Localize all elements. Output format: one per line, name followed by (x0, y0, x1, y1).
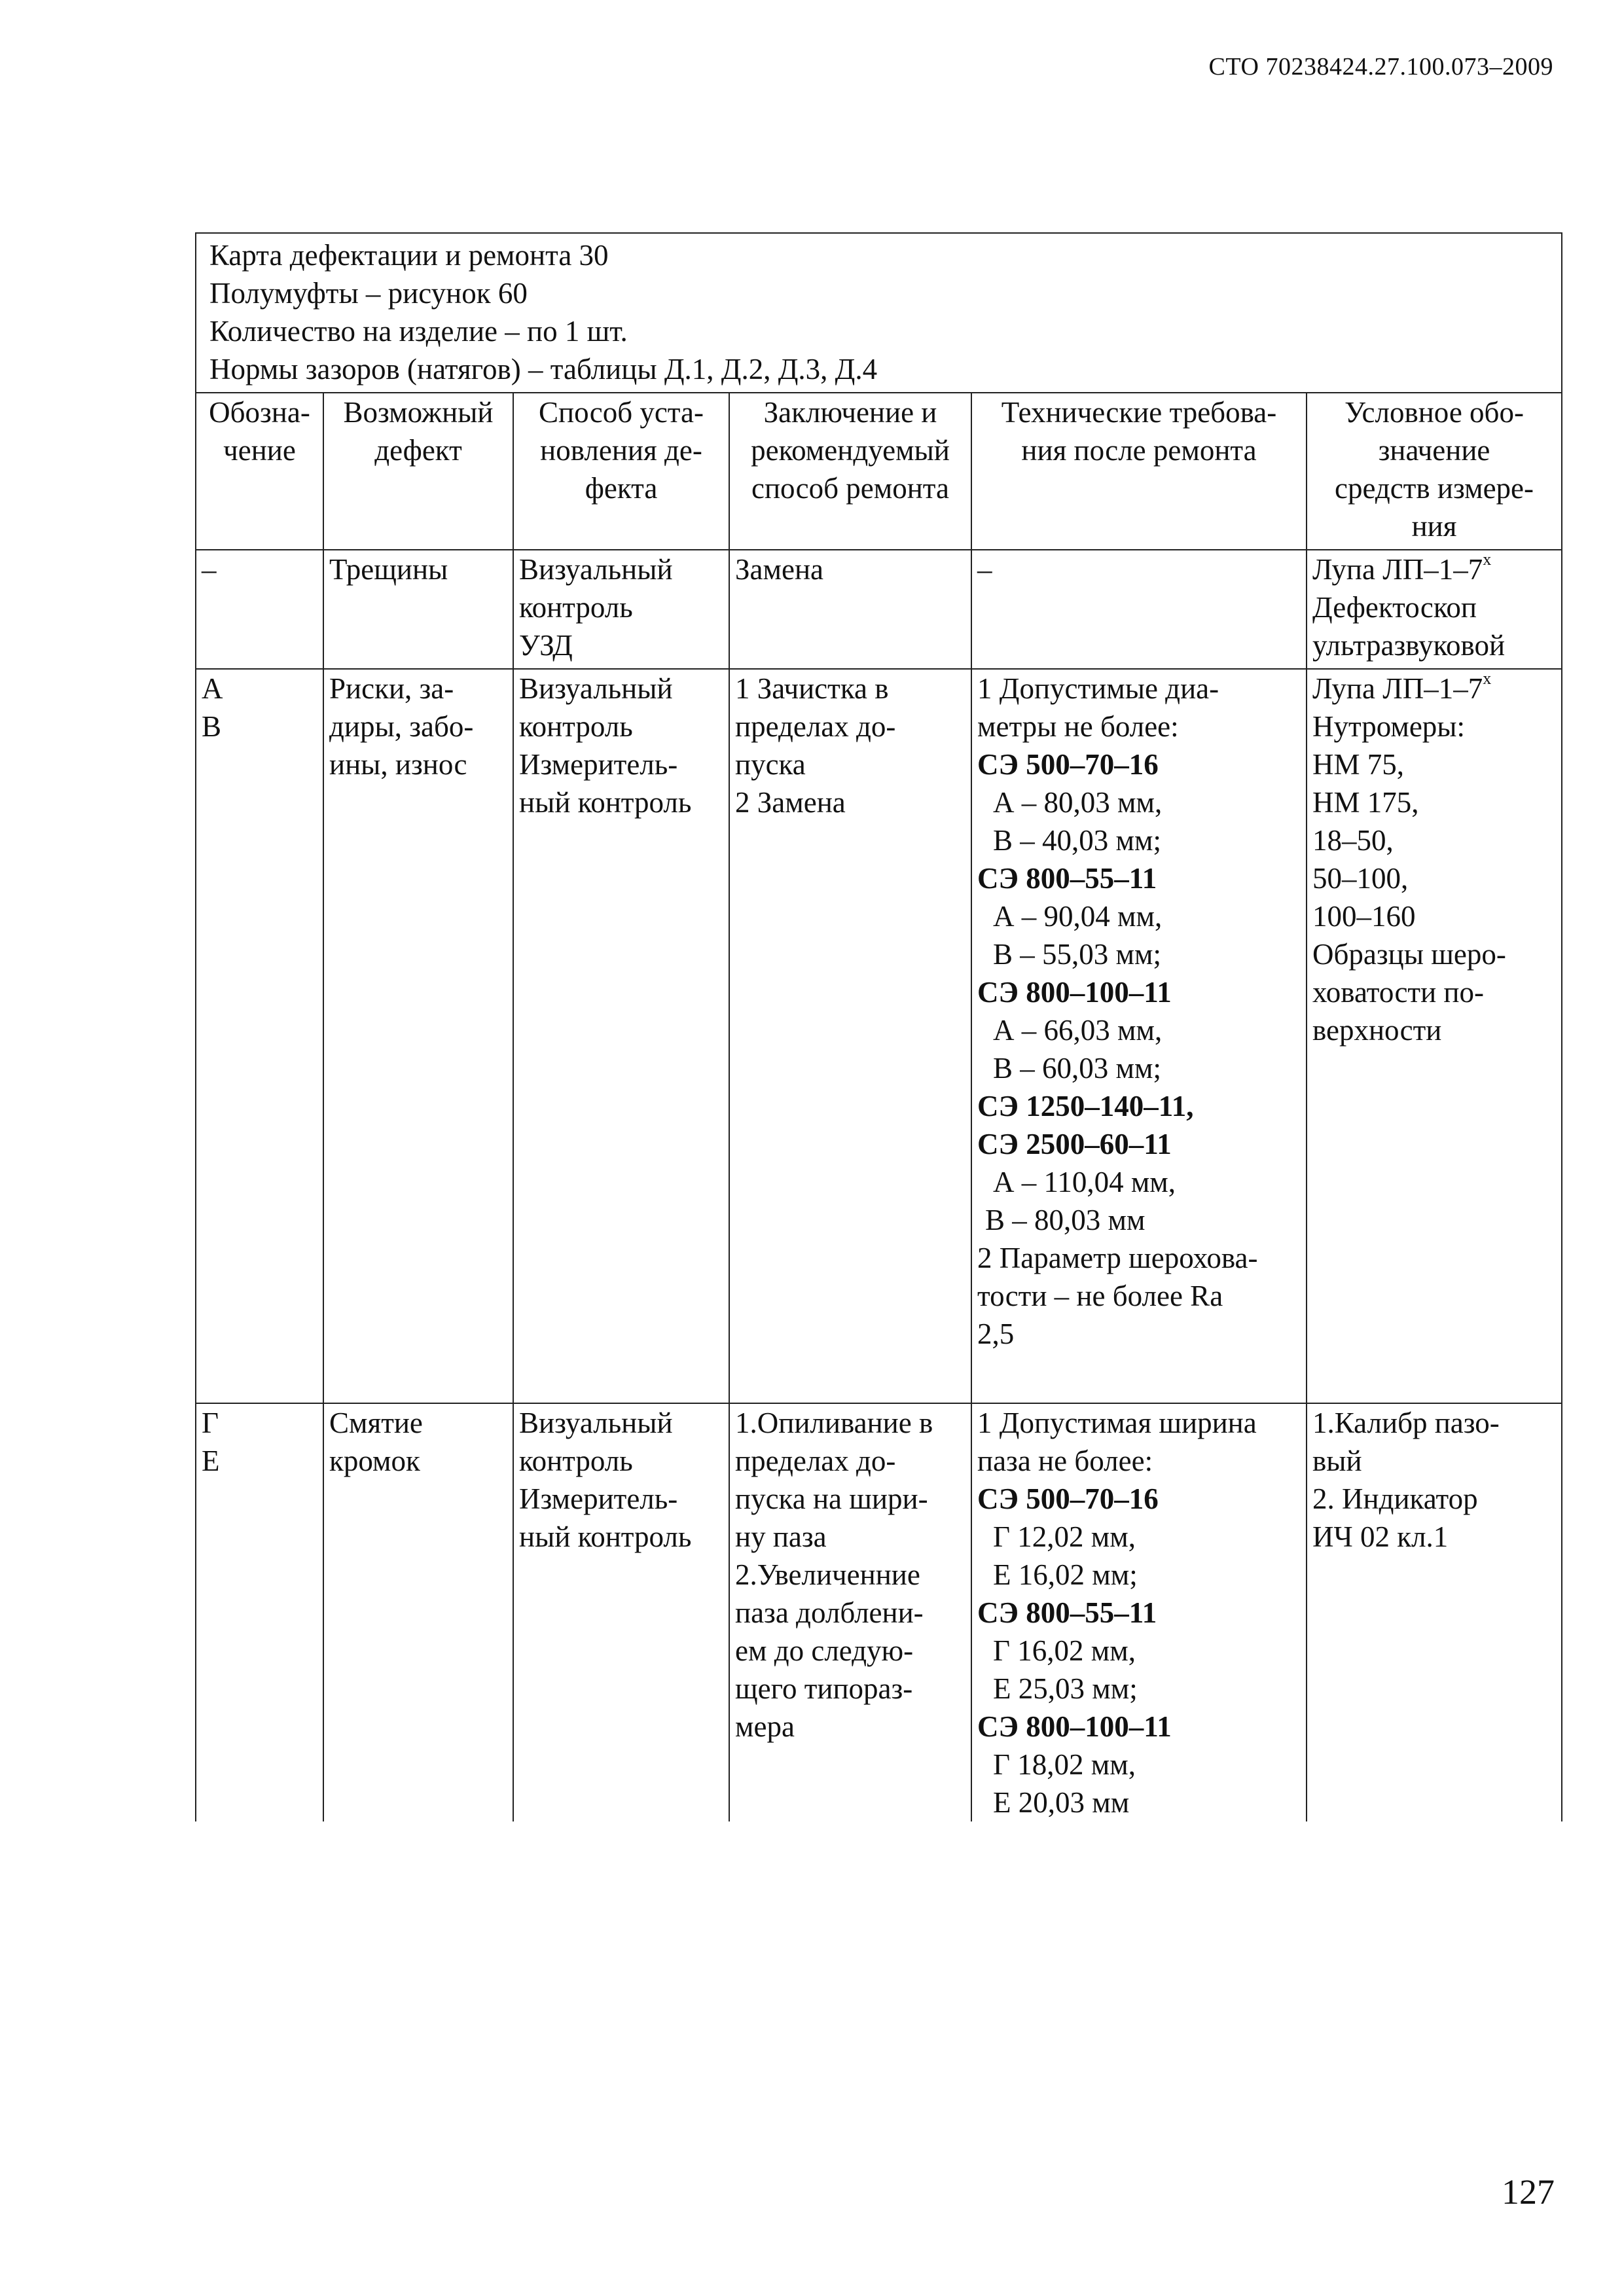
table-row (196, 550, 1562, 669)
cell-line: пуска (735, 748, 806, 781)
cell-line: – (202, 553, 217, 586)
cell-line: – (977, 553, 992, 586)
cell-line: ИЧ 02 кл.1 (1312, 1520, 1449, 1553)
page-number: 127 (1502, 2172, 1555, 2212)
cell-conclusion (729, 1403, 971, 1821)
card-title: Карта дефектации и ремонта 30 (209, 239, 609, 272)
card-norms: Нормы зазоров (натягов) – таблицы Д.1, Д.2, Д.3, Д.4 (209, 353, 878, 386)
cell-line: Измеритель- (519, 748, 678, 781)
cell-line: тости – не более Ra (977, 1280, 1223, 1312)
cell-line: дефект (374, 434, 462, 467)
cell-line: Условное обо- (1344, 396, 1524, 429)
cell-line: новления де- (540, 434, 702, 467)
cell-line: ну паза (735, 1520, 827, 1553)
cell-line: Измеритель- (519, 1482, 678, 1515)
cell-line: ем до следую- (735, 1634, 914, 1667)
cell-line: 2.Увеличенние (735, 1558, 920, 1591)
cell-line: контроль (519, 1444, 633, 1477)
cell-line: Е 20,03 мм (993, 1786, 1130, 1819)
cell-line: контроль (519, 710, 633, 743)
cell-line: В (202, 710, 222, 743)
model-label: СЭ 2500–60–11 (977, 1128, 1172, 1160)
cell-line: Г 16,02 мм, (993, 1634, 1136, 1667)
cell-line: 50–100, (1312, 862, 1409, 895)
column-headers-row (196, 393, 1562, 550)
cell-line: Возможный (343, 396, 494, 429)
cell-tools (1307, 1403, 1562, 1821)
cell-line: В – 40,03 мм; (993, 824, 1161, 857)
cell-line: значение (1378, 434, 1490, 467)
cell-line: 1 Допустимые диа- (977, 672, 1219, 705)
cell-line: Нутромеры: (1312, 710, 1466, 743)
cell-line: В – 60,03 мм; (993, 1052, 1161, 1085)
model-label: СЭ 1250–140–11, (977, 1090, 1194, 1122)
cell-defect (323, 550, 513, 669)
cell-line: Дефектоскоп (1312, 591, 1477, 624)
cell-requirements (971, 550, 1307, 669)
cell-line: кромок (329, 1444, 420, 1477)
cell-line: Трещины (329, 553, 448, 586)
cell-line: пуска на шири- (735, 1482, 928, 1515)
column-header-defect (323, 393, 513, 550)
cell-line: 100–160 (1312, 900, 1416, 933)
cell-line: Технические требова- (1001, 396, 1277, 429)
cell-defect (323, 1403, 513, 1821)
cell-line: ины, износ (329, 748, 467, 781)
cell-line: Смятие (329, 1407, 423, 1439)
cell-line: Заключение и (763, 396, 937, 429)
cell-line: НМ 75, (1312, 748, 1405, 781)
cell-line: паза не более: (977, 1444, 1153, 1477)
cell-line: Е (202, 1444, 220, 1477)
model-label: СЭ 800–100–11 (977, 1710, 1172, 1743)
column-header-requirements (971, 393, 1307, 550)
model-label: СЭ 500–70–16 (977, 748, 1159, 781)
cell-line: Риски, за- (329, 672, 454, 705)
cell-line: Способ уста- (539, 396, 704, 429)
cell-conclusion (729, 550, 971, 669)
cell-line: НМ 175, (1312, 786, 1419, 819)
cell-line: В – 55,03 мм; (993, 938, 1161, 971)
cell-tools (1307, 669, 1562, 1403)
cell-line: верхности (1312, 1014, 1442, 1047)
cell-line: пределах до- (735, 1444, 896, 1477)
cell-line: пределах до- (735, 710, 896, 743)
cell-line: способ ремонта (751, 472, 949, 505)
card-quantity: Количество на изделие – по 1 шт. (209, 315, 628, 348)
cell-line: щего типораз- (735, 1672, 913, 1705)
cell-line: Г 12,02 мм, (993, 1520, 1136, 1553)
cell-line: 2,5 (977, 1318, 1015, 1350)
column-header-method (513, 393, 729, 550)
cell-defect (323, 669, 513, 1403)
cell-line: Образцы шеро- (1312, 938, 1506, 971)
cell-line: Визуальный (519, 1407, 673, 1439)
cell-line: В – 80,03 мм (985, 1204, 1146, 1236)
cell-line: фекта (585, 472, 658, 505)
cell-line: ния (1411, 510, 1457, 543)
cell-line: Замена (735, 553, 824, 586)
card-part: Полумуфты – рисунок 60 (209, 277, 528, 310)
cell-line: УЗД (519, 629, 573, 662)
cell-line: вый (1312, 1444, 1362, 1477)
cell-line: мера (735, 1710, 795, 1743)
cell-line: ультразвуковой (1312, 629, 1506, 662)
cell-designation (196, 550, 323, 669)
cell-line: ния после ремонта (1021, 434, 1257, 467)
cell-line: 1.Калибр пазо- (1312, 1407, 1500, 1439)
cell-line: 2 Замена (735, 786, 846, 819)
cell-line: 1 Допустимая ширина (977, 1407, 1257, 1439)
cell-method (513, 1403, 729, 1821)
cell-requirements (971, 669, 1307, 1403)
cell-line: рекомендуемый (751, 434, 950, 467)
cell-designation (196, 669, 323, 1403)
cell-line: средств измере- (1335, 472, 1534, 505)
cell-line: А – 66,03 мм, (993, 1014, 1163, 1047)
cell-line: ховатости по- (1312, 976, 1484, 1009)
superscript: x (1483, 550, 1492, 569)
cell-line: 2 Параметр шерохова- (977, 1242, 1258, 1274)
cell-line: Визуальный (519, 553, 673, 586)
model-label: СЭ 500–70–16 (977, 1482, 1159, 1515)
model-label: СЭ 800–55–11 (977, 862, 1157, 895)
table-row (196, 1403, 1562, 1821)
cell-designation (196, 1403, 323, 1821)
cell-line: ный контроль (519, 786, 692, 819)
cell-line: ный контроль (519, 1520, 692, 1553)
superscript: x (1483, 669, 1492, 688)
cell-line: метры не более: (977, 710, 1179, 743)
cell-line: 1.Опиливание в (735, 1407, 933, 1439)
defect-repair-card-table (195, 232, 1562, 1821)
model-label: СЭ 800–55–11 (977, 1596, 1157, 1629)
document-code: СТО 70238424.27.100.073–2009 (1208, 53, 1553, 81)
cell-conclusion (729, 669, 971, 1403)
cell-line: Е 16,02 мм; (993, 1558, 1138, 1591)
cell-line: Г 18,02 мм, (993, 1748, 1136, 1781)
cell-line: 2. Индикатор (1312, 1482, 1478, 1515)
cell-line: чение (223, 434, 296, 467)
cell-line: контроль (519, 591, 633, 624)
cell-line: А (202, 672, 223, 705)
card-header-row (196, 233, 1562, 393)
cell-line: Г (202, 1407, 219, 1439)
cell-line: А – 90,04 мм, (993, 900, 1163, 933)
cell-line: паза долблени- (735, 1596, 924, 1629)
cell-line: А – 80,03 мм, (993, 786, 1163, 819)
cell-method (513, 669, 729, 1403)
column-header-conclusion (729, 393, 971, 550)
cell-line: Лупа ЛП–1–7$^x$ (1312, 669, 1492, 705)
card-header (196, 233, 1562, 393)
cell-line: 1 Зачистка в (735, 672, 889, 705)
cell-line: Визуальный (519, 672, 673, 705)
cell-line: диры, забо- (329, 710, 474, 743)
cell-tools (1307, 550, 1562, 669)
cell-line: Е 25,03 мм; (993, 1672, 1138, 1705)
model-label: СЭ 800–100–11 (977, 976, 1172, 1009)
cell-line: Лупа ЛП–1–7$^x$ (1312, 550, 1492, 586)
column-header-tools (1307, 393, 1562, 550)
cell-line: 18–50, (1312, 824, 1394, 857)
cell-requirements (971, 1403, 1307, 1821)
cell-line: А – 110,04 мм, (993, 1166, 1176, 1198)
cell-line: Обозна- (209, 396, 310, 429)
column-header-designation (196, 393, 323, 550)
table-row (196, 669, 1562, 1403)
cell-method (513, 550, 729, 669)
